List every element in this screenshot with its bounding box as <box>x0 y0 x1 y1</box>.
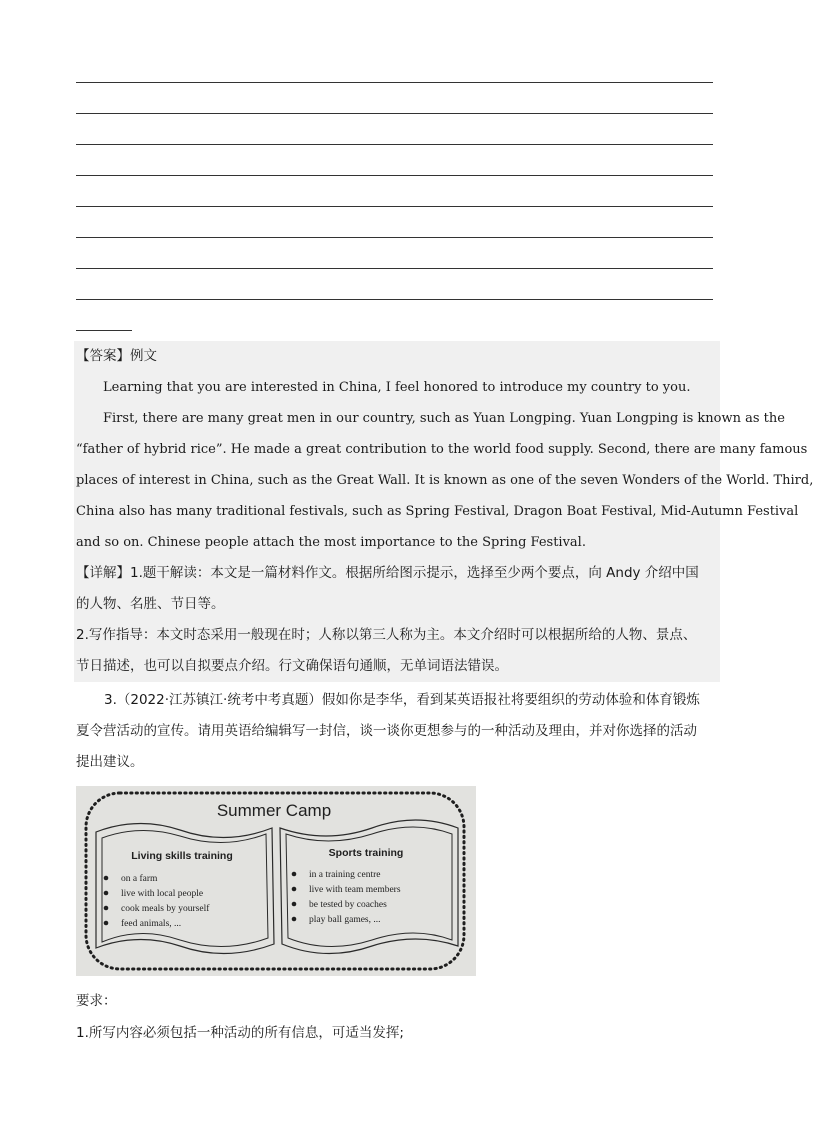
essay-line: China also has many traditional festivals, such as Spring Festival, Dragon Boat Festival, Mid-Autumn Festival <box>76 504 799 519</box>
essay-line: “father of hybrid rice”. He made a great contribution to the world food supply. Second, there are many famous <box>76 442 808 457</box>
bullet <box>104 906 109 911</box>
detail-line: 2.写作指导：本文时态采用一般现在时；人称以第三人称为主。本文介绍时可以根据所给的人物、景点、 <box>76 627 697 643</box>
answer-section <box>74 341 813 682</box>
camp-title: Summer Camp <box>216 801 332 820</box>
bullet <box>292 902 297 907</box>
question-line: 夏令营活动的宣传。请用英语给编辑写一封信，谈一谈你更想参与的一种活动及理由，并对你选择的活动 <box>76 723 697 739</box>
bullet <box>292 887 297 892</box>
bullet <box>104 921 109 926</box>
bullet <box>104 891 109 896</box>
right-item: live with team members <box>309 885 401 895</box>
writing-lines <box>76 82 713 330</box>
left-item: on a farm <box>121 874 158 884</box>
detail-line: 的人物、名胜、节日等。 <box>76 596 225 612</box>
answer-heading: 【答案】例文 <box>76 348 157 364</box>
writing-line-end <box>76 330 132 331</box>
writing-line <box>76 82 713 113</box>
detail-line: 节日描述，也可以自拟要点介绍。行文确保语句通顺，无单词语法错误。 <box>76 658 508 674</box>
essay-line: places of interest in China, such as the Great Wall. It is known as one of the seven Wonders of the World. Third, <box>76 473 813 488</box>
bullet <box>292 917 297 922</box>
left-item: live with local people <box>121 889 204 899</box>
writing-line <box>76 113 713 144</box>
essay-line: Learning that you are interested in China, I feel honored to introduce my country to you. <box>103 380 691 395</box>
summer-camp-image <box>76 786 476 976</box>
writing-line <box>76 206 713 237</box>
right-item: play ball games, ... <box>309 915 381 925</box>
writing-line <box>76 268 713 299</box>
right-item: in a training centre <box>309 870 381 880</box>
left-item: feed animals, ... <box>121 919 182 929</box>
left-item: cook meals by yourself <box>121 904 210 914</box>
writing-line <box>76 237 713 268</box>
question-line: 提出建议。 <box>76 754 144 770</box>
writing-line <box>76 144 713 175</box>
essay-line: First, there are many great men in our country, such as Yuan Longping. Yuan Longping is known as the <box>103 411 785 426</box>
writing-line <box>76 175 713 206</box>
question-line: 3.（2022·江苏镇江·统考中考真题）假如你是李华，看到某英语报社将要组织的劳动体验和体育锻炼 <box>104 692 700 708</box>
left-heading: Living skills training <box>131 850 233 862</box>
bullet <box>104 876 109 881</box>
requirements-title: 要求： <box>76 993 117 1009</box>
right-item: be tested by coaches <box>309 900 387 910</box>
detail-line: 【详解】1.题干解读：本文是一篇材料作文。根据所给图示提示，选择至少两个要点，向 Andy 介绍中国 <box>76 565 699 581</box>
question-3 <box>76 685 720 778</box>
writing-line <box>76 299 713 330</box>
bullet <box>292 872 297 877</box>
requirement-item: 1.所写内容必须包括一种活动的所有信息，可适当发挥; <box>76 1025 404 1041</box>
essay-line: and so on. Chinese people attach the most importance to the Spring Festival. <box>76 535 586 550</box>
right-heading: Sports training <box>328 847 404 859</box>
